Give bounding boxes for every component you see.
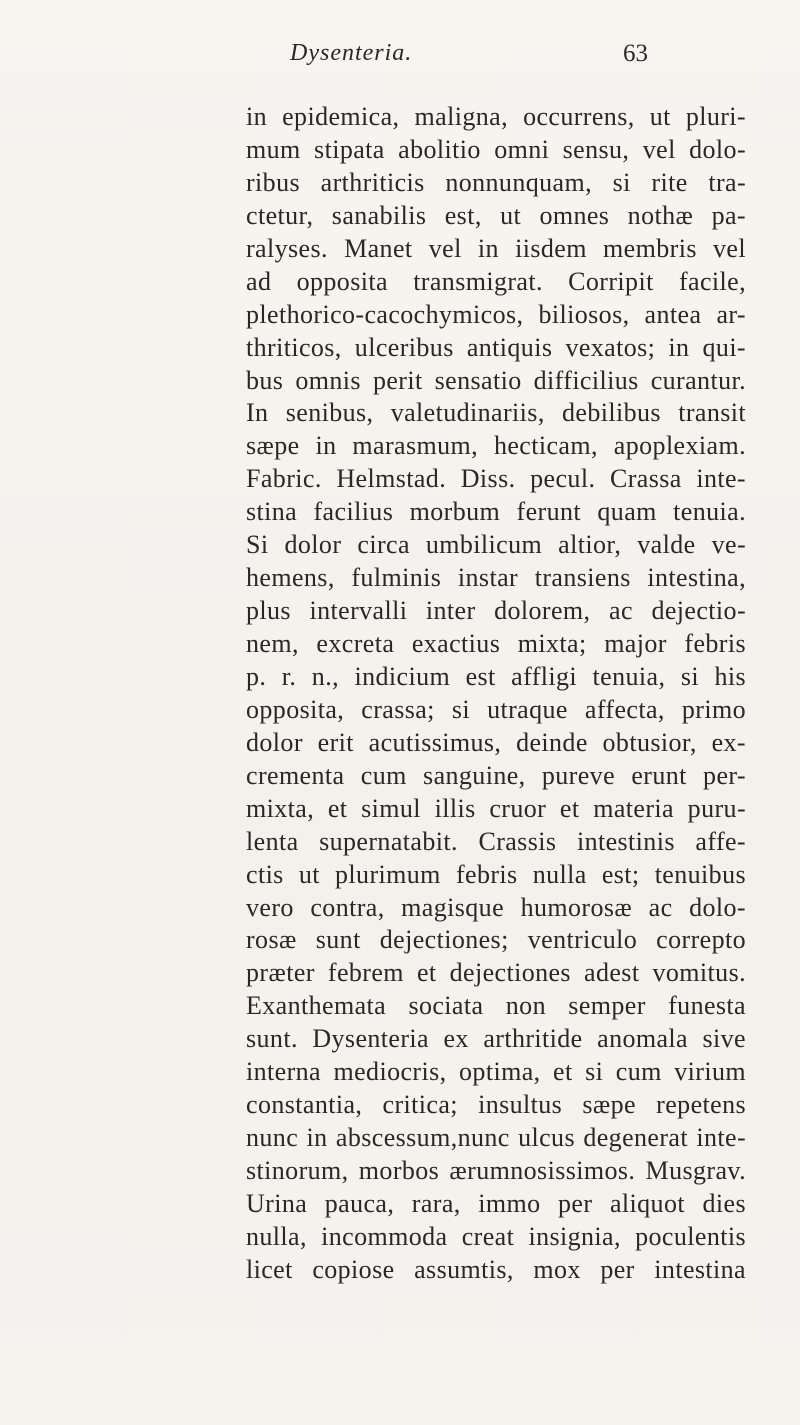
text-line: opposita, crassa; si utraque affecta, primo [246, 694, 746, 724]
text-line: nunc in abscessum,nunc ulcus degenerat inte- [246, 1123, 746, 1153]
text-line: præter febrem et dejectiones adest vomitus. [246, 958, 746, 988]
body-text [246, 101, 746, 1287]
text-line: interna mediocris, optima, et si cum virium [246, 1057, 746, 1087]
text-line: hemens, fulminis instar transiens intestina, [246, 563, 746, 593]
text-line: stinorum, morbos ærumnosissimos. Musgrav. [246, 1156, 746, 1185]
text-line: rosæ sunt dejectiones; ventriculo correpto [246, 925, 746, 955]
running-title: Dysenteria. [290, 40, 413, 66]
text-line: sæpe in marasmum, hecticam, apoplexiam. [246, 431, 746, 461]
text-line: mixta, et simul illis cruor et materia puru- [246, 793, 746, 823]
text-line: Fabric. Helmstad. Diss. pecul. Crassa inte- [246, 464, 746, 494]
text-line: Si dolor circa umbilicum altior, valde ve- [246, 530, 746, 560]
text-line: ralyses. Manet vel in iisdem membris vel [246, 233, 746, 263]
text-line: Exanthemata sociata non semper funesta [246, 991, 746, 1021]
text-line: nulla, incommoda creat insignia, poculentis [246, 1221, 746, 1251]
text-line: in epidemica, maligna, occurrens, ut pluri- [246, 102, 746, 131]
text-line: dolor erit acutissimus, deinde obtusior, ex- [246, 727, 746, 757]
text-line: ctis ut plurimum febris nulla est; tenuibus [246, 859, 746, 889]
text-line: ribus arthriticis nonnunquam, si rite tra- [246, 167, 746, 197]
page-number: 63 [623, 40, 648, 67]
text-line: Urina pauca, rara, immo per aliquot dies [246, 1188, 746, 1218]
text-line: ctetur, sanabilis est, ut omnes nothæ pa- [246, 200, 746, 230]
text-line: constantia, critica; insultus sæpe repetens [246, 1090, 746, 1120]
page-header [0, 40, 800, 80]
text-line: p. r. n., indicium est affligi tenuia, si his [246, 661, 746, 691]
text-line: ad opposita transmigrat. Corripit facile, [246, 266, 746, 296]
text-line: vero contra, magisque humorosæ ac dolo- [246, 892, 746, 922]
text-line: thriticos, ulceribus antiquis vexatos; in qui- [246, 332, 746, 362]
text-line: bus omnis perit sensatio difficilius curantur. [246, 365, 746, 395]
text-line: crementa cum sanguine, pureve erunt per- [246, 760, 746, 790]
text-line: nem, excreta exactius mixta; major febris [246, 629, 746, 658]
text-line: mum stipata abolitio omni sensu, vel dolo- [246, 134, 746, 164]
text-line: stina facilius morbum ferunt quam tenuia. [246, 497, 746, 527]
text-line: plethorico-cacochymicos, biliosos, antea ar- [246, 299, 746, 329]
text-line: plus intervalli inter dolorem, ac dejectio- [246, 596, 746, 626]
text-line: licet copiose assumtis, mox per intestina [246, 1254, 746, 1284]
text-line: lenta supernatabit. Crassis intestinis affe- [246, 826, 746, 856]
text-line: sunt. Dysenteria ex arthritide anomala sive [246, 1024, 746, 1054]
text-line: In senibus, valetudinariis, debilibus transit [246, 398, 746, 428]
